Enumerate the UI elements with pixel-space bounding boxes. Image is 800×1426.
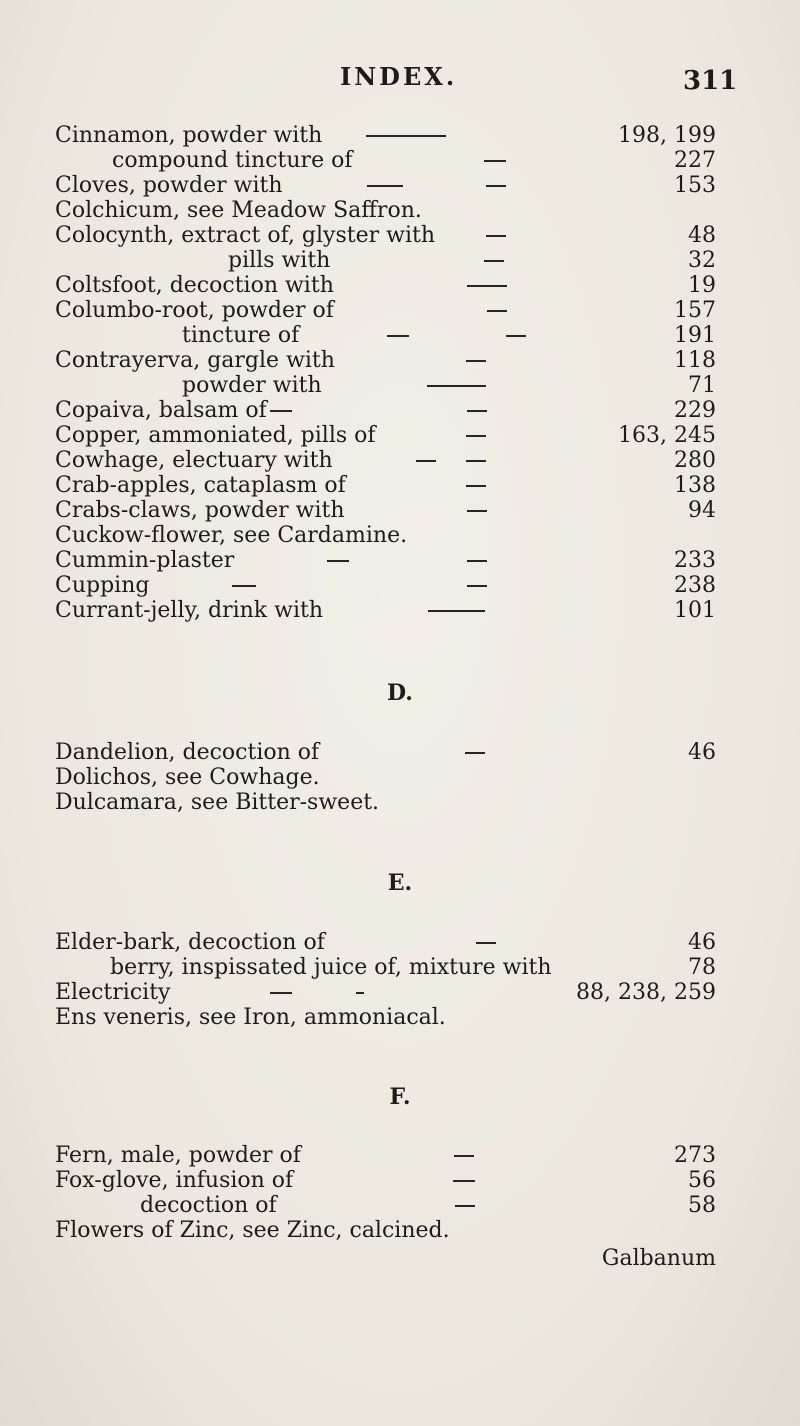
leader-dash: [453, 1180, 475, 1182]
entry-label: Dolichos, see Cowhage.: [55, 765, 320, 790]
page-title: INDEX.: [340, 62, 458, 91]
leader-dash: [466, 485, 486, 487]
index-entry: [0, 348, 800, 374]
leader-dash: [270, 992, 292, 994]
leader-dash: [467, 585, 487, 587]
index-entry: [0, 1143, 800, 1169]
entry-label: compound tincture of: [112, 148, 353, 173]
index-entry: [0, 198, 800, 224]
entry-pages: 118: [674, 348, 716, 373]
leader-dash: [466, 435, 486, 437]
index-entry: [0, 173, 800, 199]
entry-pages: 280: [674, 448, 716, 473]
entry-label: Colchicum, see Meadow Saffron.: [55, 198, 422, 223]
entry-pages: 153: [674, 173, 716, 198]
entry-label: pills with: [228, 248, 331, 273]
entry-pages: 101: [674, 598, 716, 623]
index-entry: [0, 930, 800, 956]
entry-label: Fern, male, powder of: [55, 1143, 301, 1168]
entry-label: Ens veneris, see Iron, ammoniacal.: [55, 1005, 446, 1030]
index-entry: [0, 223, 800, 249]
index-entry: [0, 1218, 800, 1244]
entry-label: Dulcamara, see Bitter-sweet.: [55, 790, 380, 815]
entry-label: Cloves, powder with: [55, 173, 283, 198]
section-heading-d: D.: [387, 680, 413, 706]
entry-label: Elder-bark, decoction of: [55, 930, 325, 955]
entry-pages: 238: [674, 573, 716, 598]
index-entry: [0, 398, 800, 424]
index-entry: [0, 273, 800, 299]
entry-label: Copaiva, balsam of: [55, 398, 267, 423]
index-entry: [0, 1193, 800, 1219]
leader-dash: [467, 510, 487, 512]
leader-dash: [484, 260, 504, 262]
page-number: 311: [683, 66, 738, 96]
entry-label: Cuckow-flower, see Cardamine.: [55, 523, 408, 548]
entry-pages: 157: [674, 298, 716, 323]
entry-pages: 48: [688, 223, 716, 248]
entry-label: Copper, ammoniated, pills of: [55, 423, 376, 448]
entry-pages: 191: [674, 323, 716, 348]
entry-label: tincture of: [182, 323, 300, 348]
entry-label: Flowers of Zinc, see Zinc, calcined.: [55, 1218, 450, 1243]
entry-pages: 163, 245: [618, 423, 716, 448]
entry-pages: 227: [674, 148, 716, 173]
entry-pages: 19: [688, 273, 716, 298]
index-entry: [0, 955, 800, 981]
leader-dash: [428, 610, 485, 612]
leader-dash: [356, 992, 364, 994]
leader-dash: [367, 185, 403, 187]
leader-dash: [366, 135, 446, 137]
leader-dash: [465, 752, 485, 754]
entry-pages: 273: [674, 1143, 716, 1168]
entry-label: Electricity: [55, 980, 171, 1005]
leader-dash: [476, 942, 496, 944]
entry-pages: 229: [674, 398, 716, 423]
entry-label: Cummin-plaster: [55, 548, 235, 573]
leader-dash: [467, 410, 487, 412]
entry-pages: 32: [688, 248, 716, 273]
entry-label: decoction of: [140, 1193, 277, 1218]
entry-label: powder with: [182, 373, 322, 398]
catchword-row: [0, 1246, 800, 1272]
entry-label: Colocynth, extract of, glyster with: [55, 223, 436, 248]
entry-pages: 71: [688, 373, 716, 398]
index-entry: [0, 473, 800, 499]
index-entry: [0, 598, 800, 624]
entry-label: Columbo-root, powder of: [55, 298, 334, 323]
catchword: Galbanum: [601, 1246, 716, 1271]
leader-dash: [466, 460, 486, 462]
entry-pages: 233: [674, 548, 716, 573]
section-heading-f: F.: [389, 1084, 411, 1110]
index-entry: [0, 790, 800, 816]
entry-pages: 138: [674, 473, 716, 498]
index-entry: [0, 1005, 800, 1031]
leader-dash: [327, 560, 349, 562]
leader-dash: [486, 185, 506, 187]
index-entry: [0, 323, 800, 349]
index-entry: [0, 980, 800, 1006]
index-entry: [0, 123, 800, 149]
leader-dash: [487, 310, 507, 312]
leader-dash: [467, 560, 487, 562]
index-entry: [0, 148, 800, 174]
index-entry: [0, 248, 800, 274]
entry-label: Cowhage, electuary with: [55, 448, 333, 473]
index-entry: [0, 548, 800, 574]
index-entry: [0, 1168, 800, 1194]
entry-label: Cupping: [55, 573, 150, 598]
entry-label: Contrayerva, gargle with: [55, 348, 335, 373]
leader-dash: [486, 235, 506, 237]
leader-dash: [454, 1155, 474, 1157]
leader-dash: [467, 285, 507, 287]
index-entry: [0, 740, 800, 766]
entry-label: Currant-jelly, drink with: [55, 598, 324, 623]
entry-pages: 78: [688, 955, 716, 980]
running-head: [0, 62, 800, 98]
leader-dash: [466, 360, 486, 362]
index-entry: [0, 423, 800, 449]
leader-dash: [506, 335, 526, 337]
entry-pages: 94: [688, 498, 716, 523]
index-entry: [0, 298, 800, 324]
entry-label: berry, inspissated juice of, mixture with: [110, 955, 552, 980]
leader-dash: [270, 410, 292, 412]
entry-pages: 56: [688, 1168, 716, 1193]
index-entry: [0, 573, 800, 599]
entry-label: Dandelion, decoction of: [55, 740, 320, 765]
entry-label: Crab-apples, cataplasm of: [55, 473, 346, 498]
entry-pages: 198, 199: [618, 123, 716, 148]
index-entry: [0, 498, 800, 524]
entry-label: Cinnamon, powder with: [55, 123, 323, 148]
entry-label: Fox-glove, infusion of: [55, 1168, 294, 1193]
entry-label: Crabs-claws, powder with: [55, 498, 345, 523]
entry-pages: 58: [688, 1193, 716, 1218]
leader-dash: [427, 385, 486, 387]
index-entry: [0, 523, 800, 549]
section-heading-e: E.: [387, 870, 413, 896]
leader-dash: [484, 160, 506, 162]
leader-dash: [416, 460, 436, 462]
entry-pages: 88, 238, 259: [576, 980, 716, 1005]
index-entry: [0, 448, 800, 474]
leader-dash: [232, 585, 256, 587]
index-entry: [0, 373, 800, 399]
leader-dash: [455, 1205, 475, 1207]
entry-label: Coltsfoot, decoction with: [55, 273, 334, 298]
entry-pages: 46: [688, 930, 716, 955]
leader-dash: [387, 335, 409, 337]
index-entry: [0, 765, 800, 791]
entry-pages: 46: [688, 740, 716, 765]
